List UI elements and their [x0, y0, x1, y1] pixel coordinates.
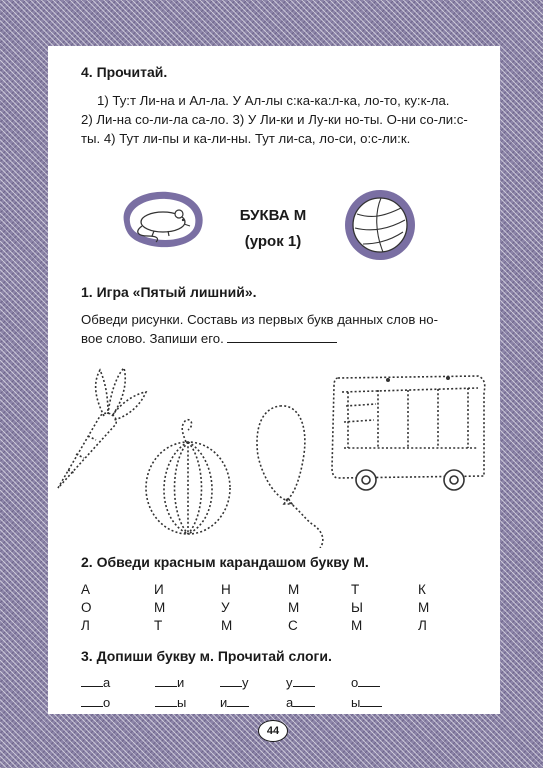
task1-line-1: Обведи рисунки. Составь из первых букв данных слов но- — [81, 312, 438, 327]
balloon-icon — [257, 406, 323, 548]
grid-letter[interactable]: Н — [221, 582, 231, 597]
grid-letter[interactable]: С — [288, 618, 298, 633]
grid-letter[interactable]: Т — [351, 582, 360, 597]
task1-text — [81, 310, 493, 348]
syllable-item[interactable] — [155, 694, 186, 710]
syllable-vowel: ы — [177, 695, 187, 710]
syllable-vowel: о — [103, 695, 111, 710]
syllable-item[interactable] — [155, 674, 184, 690]
syllable-blank[interactable] — [81, 674, 103, 687]
task4-line-2: 2) Ли-на со-ли-ла са-ло. 3) У Ли-ки и Лу-ки но-ты. О-ни со-ли:с- — [81, 112, 468, 127]
syllable-blank[interactable] — [293, 674, 315, 687]
lesson-letter-title: БУКВА М — [239, 207, 307, 224]
syllable-blank[interactable] — [81, 694, 103, 707]
grid-letter[interactable]: М — [418, 600, 430, 615]
grid-letter[interactable]: И — [154, 582, 164, 597]
ball-icon — [341, 188, 419, 262]
syllable-vowel: у — [242, 675, 249, 690]
task4-line-1: 1) Ту:т Ли-на и Ал-ла. У Ал-лы с:ка-ка:л-ка, ло-то, ку:к-ла. — [97, 93, 450, 108]
task1-line-2: вое слово. Запиши его. — [81, 331, 224, 346]
syllable-item[interactable] — [81, 694, 110, 710]
task4-title: 4. Прочитай. — [81, 64, 168, 80]
task4-line-3: ты. 4) Тут ли-пы и ка-ли-ны. Тут ли-са, ло-си, о:с-ли:к. — [81, 131, 411, 146]
bus-icon — [332, 376, 485, 478]
grid-letter[interactable]: М — [351, 618, 363, 633]
grid-letter[interactable]: М — [221, 618, 233, 633]
grid-letter[interactable]: У — [221, 600, 230, 615]
syllable-item[interactable] — [286, 694, 315, 710]
grid-letter[interactable]: К — [418, 582, 426, 597]
syllable-item[interactable] — [220, 694, 249, 710]
task1-title: 1. Игра «Пятый лишний». — [81, 284, 257, 300]
syllable-blank[interactable] — [155, 674, 177, 687]
syllable-blank[interactable] — [358, 674, 380, 687]
task3-title: 3. Допиши букву м. Прочитай слоги. — [81, 648, 332, 664]
syllable-item[interactable] — [81, 674, 110, 690]
page-number: 44 — [258, 720, 288, 742]
syllable-vowel: и — [177, 675, 185, 690]
syllable-blank[interactable] — [155, 694, 177, 707]
bus-wheels — [356, 470, 464, 490]
grid-letter[interactable]: М — [154, 600, 166, 615]
mouse-icon — [116, 184, 208, 254]
syllable-item[interactable] — [286, 674, 315, 690]
carrot-icon — [58, 368, 146, 488]
grid-letter[interactable]: Л — [81, 618, 90, 633]
grid-letter[interactable]: Т — [154, 618, 163, 633]
syllable-blank[interactable] — [227, 694, 249, 707]
syllable-blank[interactable] — [360, 694, 382, 707]
syllable-blank[interactable] — [220, 674, 242, 687]
syllable-item[interactable] — [220, 674, 249, 690]
syllable-vowel: а — [286, 695, 294, 710]
lesson-title — [223, 203, 323, 255]
syllable-blank[interactable] — [293, 694, 315, 707]
lesson-subtitle: (урок 1) — [244, 233, 302, 250]
grid-letter[interactable]: М — [288, 582, 300, 597]
grid-letter[interactable]: Л — [418, 618, 427, 633]
grid-letter[interactable]: Ы — [351, 600, 363, 615]
syllable-vowel: и — [220, 695, 228, 710]
answer-line[interactable] — [227, 329, 337, 343]
syllable-vowel: у — [286, 675, 293, 690]
grid-letter[interactable]: М — [288, 600, 300, 615]
syllable-vowel: о — [351, 675, 359, 690]
grid-letter[interactable]: А — [81, 582, 91, 597]
task4-text — [81, 91, 491, 148]
watermelon-icon — [146, 420, 230, 534]
syllable-vowel: а — [103, 675, 111, 690]
task2-title: 2. Обведи красным карандашом букву М. — [81, 554, 369, 570]
grid-letter[interactable]: О — [81, 600, 92, 615]
syllable-item[interactable] — [351, 674, 380, 690]
workbook-page — [48, 46, 500, 714]
syllable-item[interactable] — [351, 694, 382, 710]
picture-area — [48, 358, 500, 548]
syllable-vowel: ы — [351, 695, 361, 710]
